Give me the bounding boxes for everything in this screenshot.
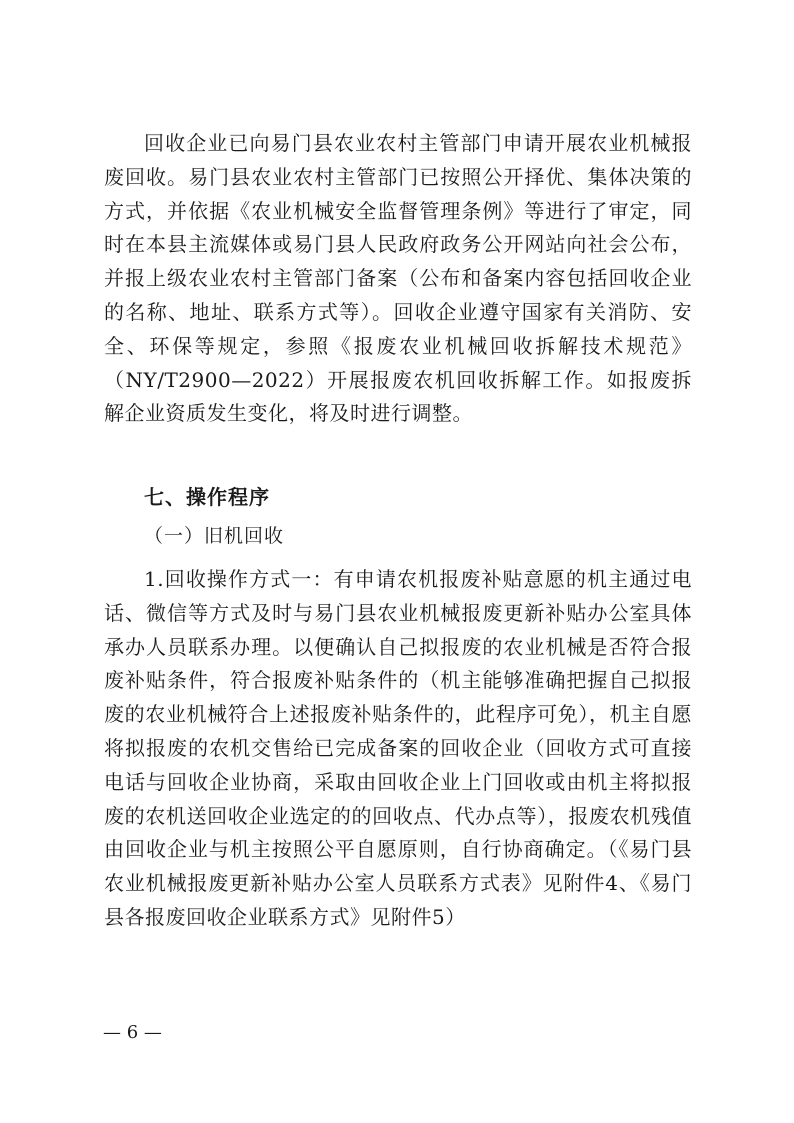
section-heading-operating-procedure: 七、操作程序: [144, 485, 270, 509]
page-number: — 6 —: [103, 1022, 162, 1043]
body-paragraph-recycling-method-one: 1.回收操作方式一：有申请农机报废补贴意愿的机主通过电话、微信等方式及时与易门县农业机械报废更新补贴办公室具体承办人员联系办理。以便确认自己拟报废的农业机械是否符合报废补贴条件，符合报废补贴条件的（机主能够准确把握自己拟报废的农业机械符合上述报废补贴条件的，此程序可免），机主自愿将拟报废的农机交售给已完成备案的回收企业（回收方式可直接电话与回收企业协商，采取由回收企业上门回收或由机主将拟报废的农机送回收企业选定的的回收点、代办点等），报废农机残值由回收企业与机主按照公平自愿原则，自行协商确定。（《易门县农业机械报废更新补贴办公室人员联系方式表》见附件4、《易门县各报废回收企业联系方式》见附件5）: [104, 567, 692, 929]
body-paragraph-recycling-enterprise: 回收企业已向易门县农业农村主管部门申请开展农业机械报废回收。易门县农业农村主管部门已按照公开择优、集体决策的方式，并依据《农业机械安全监督管理条例》等进行了审定，同时在本县主流媒体或易门县人民政府政务公开网站向社会公布，并报上级农业农村主管部门备案（公布和备案内容包括回收企业的名称、地址、联系方式等）。回收企业遵守国家有关消防、安全、环保等规定，参照《报废农业机械回收拆解技术规范》（NY/T2900—2022）开展报废农机回收拆解工作。如报废拆解企业资质发生变化，将及时进行调整。: [104, 131, 692, 426]
subsection-heading-old-machine-recycling: （一）旧机回收: [144, 525, 285, 547]
